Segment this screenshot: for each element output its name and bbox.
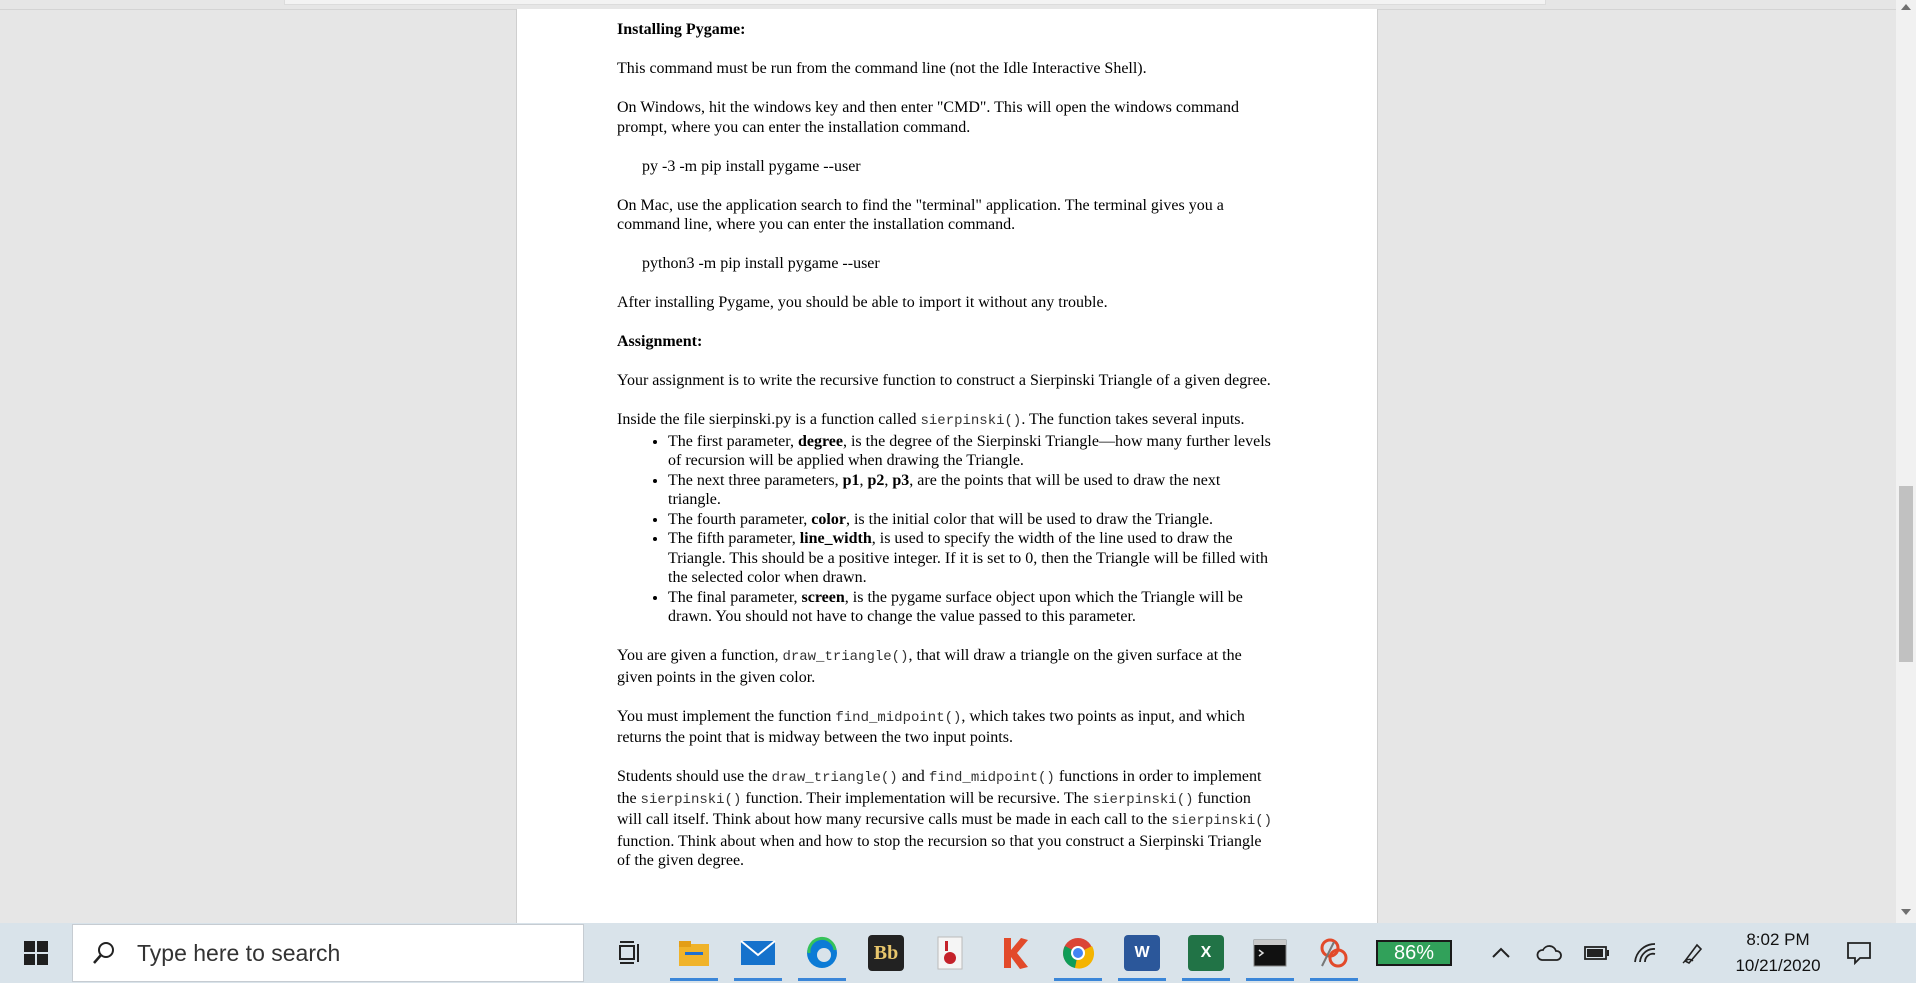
pen-workspace-icon[interactable] [1680, 940, 1706, 966]
param-name: screen [801, 588, 845, 606]
text-segment: function. Their implementation will be recursive. The [741, 789, 1093, 807]
app-icon[interactable] [918, 923, 982, 983]
paragraph-students [617, 767, 1277, 871]
text-segment: The fourth parameter, [668, 510, 812, 528]
blackboard-label: Bb [868, 935, 904, 971]
document-page [516, 9, 1378, 923]
scroll-up-arrow-icon[interactable] [1901, 4, 1911, 10]
text-segment: , is used to specify the width of the line used to draw the Triangle. This should be a positive integer. If it is set to 0, then the Triangle will be filled with the selected color when drawn. [668, 530, 1268, 586]
python-icon[interactable] [1302, 923, 1366, 983]
code-draw-triangle: draw_triangle() [782, 649, 909, 665]
paragraph-must-implement [617, 707, 1277, 748]
text-segment: and [897, 768, 929, 785]
text-segment: , is the initial color that will be used to draw the Triangle. [845, 510, 1214, 528]
paragraph-after-install: After installing Pygame, you should be able to import it without any trouble. [617, 294, 1108, 311]
battery-icon[interactable] [1584, 940, 1610, 966]
text-segment: , is the degree of the Sierpinski Triangle—how many further levels of recursion will be applied when drawing the Triangle. [668, 432, 1271, 469]
param-name: line_width [799, 530, 872, 547]
paragraph-windows: On Windows, hit the windows key and then enter "CMD". This will open the windows command prompt, where you can enter the installation command. [617, 99, 1239, 136]
scroll-down-arrow-icon[interactable] [1901, 909, 1911, 915]
text-segment: You are given a function, [617, 647, 783, 664]
code-sierpinski: sierpinski() [1171, 813, 1273, 829]
text-segment: , [859, 471, 868, 489]
paragraph-given-function [617, 646, 1277, 687]
scrollbar-thumb[interactable] [1899, 486, 1913, 662]
text-segment: . The function takes several inputs. [1021, 411, 1245, 428]
start-button[interactable] [0, 923, 72, 983]
text-segment: Inside the file sierpinski.py is a function called [617, 411, 921, 428]
battery-indicator[interactable] [1376, 940, 1452, 966]
onedrive-cloud-icon[interactable] [1536, 940, 1562, 966]
heading-assignment: Assignment: [617, 333, 703, 350]
text-segment: The fifth parameter, [668, 530, 800, 547]
command-mac: python3 -m pip install pygame --user [642, 255, 880, 272]
edge-icon[interactable] [790, 923, 854, 983]
document-content [617, 20, 1277, 890]
excel-label: X [1188, 935, 1224, 971]
list-item [668, 432, 1277, 471]
list-item [668, 471, 1277, 510]
mail-icon[interactable] [726, 923, 790, 983]
param-name: p3 [892, 471, 910, 489]
text-segment: The final parameter, [668, 588, 802, 606]
excel-icon[interactable] [1174, 923, 1238, 983]
search-placeholder: Type here to search [137, 939, 341, 966]
search-icon [91, 940, 117, 966]
text-segment: , which takes two points as input, and which returns the point that is midway between the two input points. [617, 707, 1245, 746]
param-name: degree [797, 432, 843, 450]
param-name: p2 [867, 471, 885, 489]
blackboard-icon[interactable] [854, 923, 918, 983]
file-explorer-icon[interactable] [662, 923, 726, 983]
show-hidden-icons-chevron-icon[interactable] [1488, 940, 1514, 966]
taskbar-search-box[interactable] [72, 924, 584, 982]
text-segment: The first parameter, [668, 432, 798, 450]
word-label: W [1124, 935, 1160, 971]
list-item [668, 588, 1277, 627]
taskbar [0, 923, 1916, 983]
notifications-icon[interactable] [1844, 938, 1874, 968]
code-find-midpoint: find_midpoint() [835, 709, 962, 726]
param-name: color [811, 510, 846, 528]
paragraph-inside-file [617, 410, 1277, 432]
ruler [284, 0, 1546, 5]
text-segment: The next three parameters, [668, 471, 843, 489]
list-item [668, 529, 1277, 588]
text-segment: , is the pygame surface object upon which the Triangle will be drawn. You should not have to change the value passed to this parameter. [668, 588, 1243, 625]
clock-date: 10/21/2020 [1735, 956, 1821, 975]
text-segment: function will call itself. Think about how many recursive calls must be made in each call to the [617, 789, 1251, 828]
code-sierpinski: sierpinski() [1092, 791, 1194, 808]
kahoot-icon[interactable] [982, 923, 1046, 983]
param-name: p1 [842, 471, 860, 489]
parameter-list [617, 432, 1277, 627]
text-segment: Students should use the [617, 768, 772, 785]
chrome-icon[interactable] [1046, 923, 1110, 983]
terminal-icon[interactable] [1238, 923, 1302, 983]
text-segment: functions in order to implement the [617, 768, 1262, 807]
task-view-icon[interactable] [598, 923, 662, 983]
command-windows: py -3 -m pip install pygame --user [642, 157, 861, 175]
windows-logo-icon [24, 941, 48, 965]
wifi-icon[interactable] [1632, 940, 1658, 966]
text-segment: You must implement the function [617, 707, 836, 725]
word-icon[interactable] [1110, 923, 1174, 983]
paragraph-command-line: This command must be run from the command line (not the Idle Interactive Shell). [617, 60, 1147, 77]
code-sierpinski: sierpinski() [640, 791, 742, 808]
text-segment: , are the points that will be used to draw the next triangle. [668, 471, 1221, 508]
text-segment: , [884, 471, 893, 489]
text-segment: , that will draw a triangle on the given surface at the given points in the given color. [617, 647, 1242, 686]
paragraph-assignment: Your assignment is to write the recursive function to construct a Sierpinski Triangle of a given degree. [617, 372, 1271, 389]
code-draw-triangle: draw_triangle() [771, 770, 898, 786]
text-segment: function. Think about when and how to stop the recursion so that you construct a Sierpinski Triangle of the given degree. [617, 832, 1262, 869]
heading-installing-pygame: Installing Pygame: [617, 21, 746, 38]
system-tray [1488, 940, 1706, 966]
vertical-scrollbar[interactable] [1896, 0, 1916, 923]
clock-time: 8:02 PM [1746, 930, 1810, 949]
battery-percent: 86% [1393, 941, 1435, 964]
code-sierpinski: sierpinski() [920, 413, 1022, 429]
list-item [668, 510, 1277, 530]
code-find-midpoint: find_midpoint() [928, 770, 1055, 786]
clock[interactable] [1728, 927, 1828, 979]
paragraph-mac: On Mac, use the application search to find the "terminal" application. The terminal gives you a command line, where you can enter the installation command. [617, 196, 1224, 233]
